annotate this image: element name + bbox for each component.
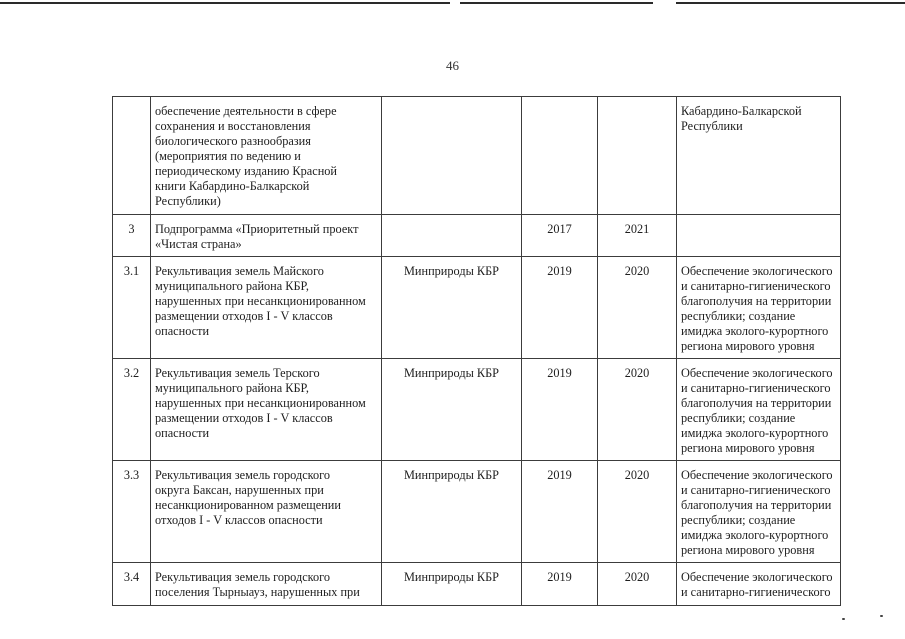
scan-edge-line-right (676, 2, 905, 4)
executor-cell: Минприроды КБР (382, 461, 522, 563)
result-cell: Обеспечение экологического и санитарно-гигиенического благополучия на территории республики; создание имиджа эколого-курортного региона мирового уровня (677, 461, 841, 563)
table-row (113, 97, 841, 215)
measure-name-cell: Подпрограмма «Приоритетный проект «Чистая страна» (151, 215, 382, 257)
start-year-cell: 2019 (522, 359, 598, 461)
row-number-cell: 3.1 (113, 257, 151, 359)
start-year-cell: 2019 (522, 257, 598, 359)
executor-cell (382, 215, 522, 257)
start-year-cell: 2019 (522, 461, 598, 563)
scan-speck (842, 618, 845, 620)
row-number-cell: 3 (113, 215, 151, 257)
executor-cell: Минприроды КБР (382, 257, 522, 359)
table-row (113, 563, 841, 606)
end-year-cell: 2021 (598, 215, 677, 257)
table-row (113, 461, 841, 563)
end-year-cell: 2020 (598, 563, 677, 606)
end-year-cell: 2020 (598, 257, 677, 359)
table-row (113, 257, 841, 359)
scan-edge-line-middle (460, 2, 653, 4)
table-row (113, 359, 841, 461)
page-number: 46 (446, 58, 459, 73)
measure-name-cell: обеспечение деятельности в сфере сохранения и восстановления биологического разнообразия (мероприятия по ведению и периодическому изданию Красной книги Кабардино-Балкарской Республики) (151, 97, 382, 215)
program-measures-table (112, 96, 841, 606)
executor-cell (382, 97, 522, 215)
result-cell: Обеспечение экологического и санитарно-гигиенического благополучия на территории республики; создание имиджа эколого-курортного региона мирового уровня (677, 359, 841, 461)
measure-name-cell: Рекультивация земель Терского муниципального района КБР, нарушенных при несанкционированном размещении отходов I - V классов опасности (151, 359, 382, 461)
result-cell: Кабардино-Балкарской Республики (677, 97, 841, 215)
end-year-cell (598, 97, 677, 215)
scan-speck (880, 615, 883, 617)
table-row (113, 215, 841, 257)
end-year-cell: 2020 (598, 461, 677, 563)
row-number-cell: 3.3 (113, 461, 151, 563)
start-year-cell (522, 97, 598, 215)
row-number-cell: 3.2 (113, 359, 151, 461)
executor-cell: Минприроды КБР (382, 563, 522, 606)
start-year-cell: 2019 (522, 563, 598, 606)
result-cell (677, 215, 841, 257)
result-cell: Обеспечение экологического и санитарно-гигиенического благополучия на территории республики; создание имиджа эколого-курортного региона мирового уровня (677, 257, 841, 359)
measure-name-cell: Рекультивация земель городского поселения Тырныауз, нарушенных при (151, 563, 382, 606)
row-number-cell: 3.4 (113, 563, 151, 606)
start-year-cell: 2017 (522, 215, 598, 257)
measure-name-cell: Рекультивация земель городского округа Баксан, нарушенных при несанкционированном размещении отходов I - V классов опасности (151, 461, 382, 563)
result-cell: Обеспечение экологического и санитарно-гигиенического (677, 563, 841, 606)
scan-edge-line-left (0, 2, 450, 4)
executor-cell: Минприроды КБР (382, 359, 522, 461)
measure-name-cell: Рекультивация земель Майского муниципального района КБР, нарушенных при несанкционированном размещении отходов I - V классов опасности (151, 257, 382, 359)
row-number-cell (113, 97, 151, 215)
end-year-cell: 2020 (598, 359, 677, 461)
